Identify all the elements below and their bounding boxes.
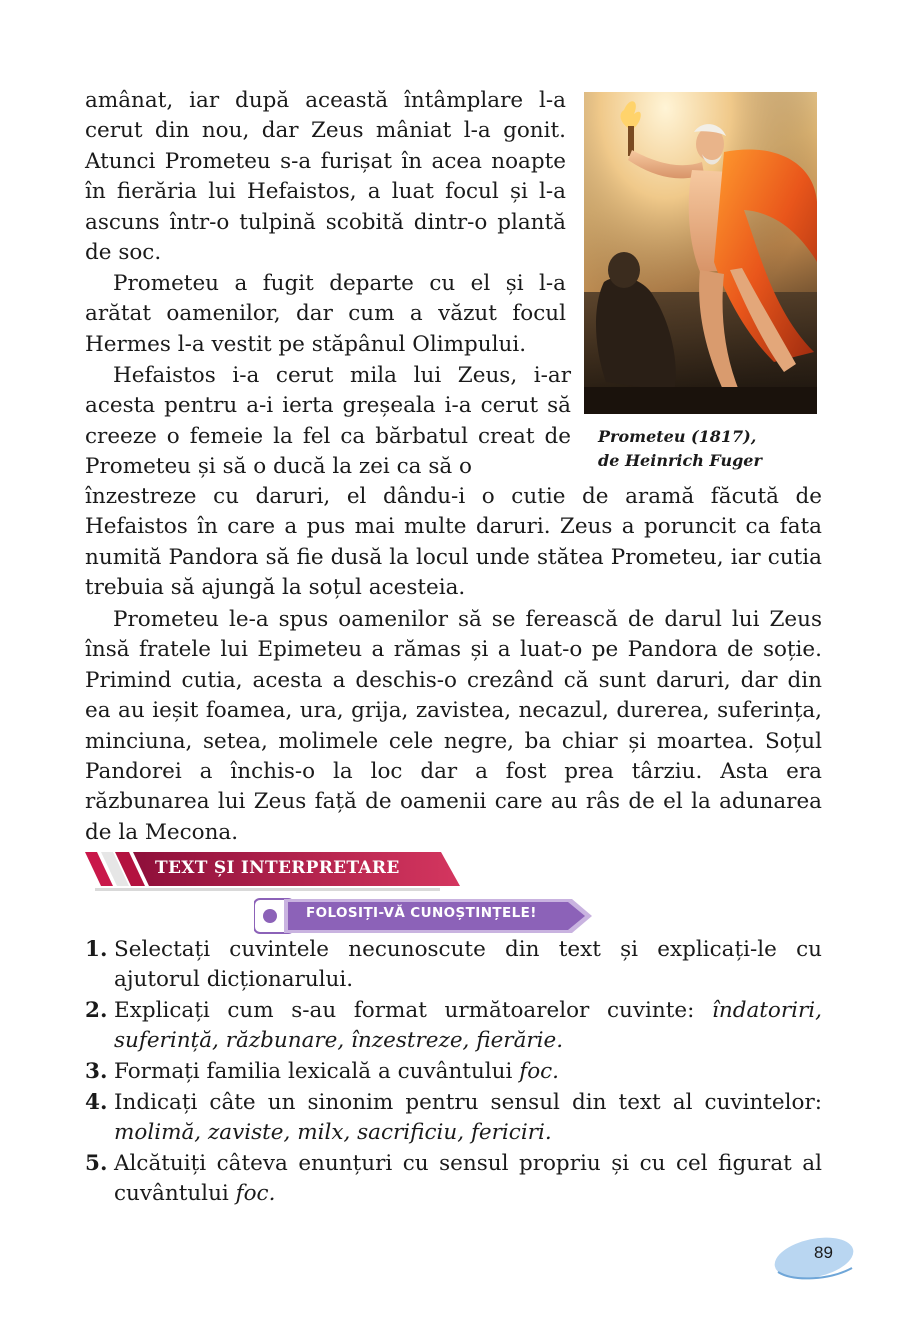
paragraph-3-start xyxy=(85,361,571,483)
caption-line-1: Prometeu (1817), xyxy=(598,427,757,446)
exercise-2 xyxy=(85,996,822,1057)
exercise-3 xyxy=(85,1057,822,1087)
exercise-number: 2. xyxy=(85,998,108,1023)
exercise-text: Selectați cuvintele necunoscute din text și explicați-le cu ajutorul dicționarului. xyxy=(114,937,822,993)
painting-art xyxy=(584,92,817,414)
exercise-text: Indicați câte un sinonim pentru sensul din text al cuvintelor: xyxy=(114,1090,822,1115)
exercise-italic-words: îndatoriri, suferință, răzbunare, înzestreze, fierărie. xyxy=(114,998,822,1054)
prometheus-painting xyxy=(584,92,817,414)
painting-caption xyxy=(598,425,828,473)
page-number: 89 xyxy=(814,1243,833,1262)
paragraph-4-text: Prometeu le-a spus oamenilor să se ferească de darul lui Zeus însă fratele lui Epimeteu a rămas și a luat-o pe Pandora de soție. Primind cutia, acesta a deschis-o crezând că sunt daruri, dar din ea au ieșit foamea, ura, grija, zavistea, necazul, durerea, suferința, minciuna, setea, molimele cele negre, ba chiar și moartea. Soțul Pandorei a închis-o la loc dar a fost prea târziu. Asta era răzbunarea lui Zeus față de oamenii care au râs de el la adunarea de la Mecona. xyxy=(85,607,822,845)
section-title: TEXT ȘI INTERPRETARE xyxy=(155,858,400,878)
exercise-number: 4. xyxy=(85,1090,108,1115)
exercise-text: Explicați cum s-au format următoarelor cuvinte: xyxy=(114,998,712,1023)
exercise-italic-words: foc. xyxy=(519,1059,560,1084)
paragraph-2-text: Prometeu a fugit departe cu el și l-a arătat oamenilor, dar cum a văzut focul Hermes l-a vestit pe stăpânul Olimpului. xyxy=(85,271,566,357)
exercise-text: Formați familia lexicală a cuvântului xyxy=(114,1059,520,1084)
paragraph-2 xyxy=(85,269,566,360)
subsection-title: FOLOSIȚI-VĂ CUNOȘTINȚELE! xyxy=(306,905,537,921)
exercise-italic-words: molimă, zaviste, milx, sacrificiu, fericiri. xyxy=(114,1120,552,1146)
exercise-4 xyxy=(85,1088,822,1149)
paragraph-1-text: amânat, iar după această întâmplare l-a cerut din nou, dar Zeus mâniat l-a gonit. Atunci Prometeu s-a furișat în acea noapte în fierăria lui Hefaistos, a luat focul și l-a ascuns într-o tulpină scobită dintr-o plantă de soc. xyxy=(85,88,566,266)
exercise-5 xyxy=(85,1149,822,1210)
exercise-text: Alcătuiți câteva enunțuri cu sensul propriu și cu cel figurat al cuvântului xyxy=(114,1151,822,1207)
exercise-number: 1. xyxy=(85,937,108,962)
exercise-1 xyxy=(85,935,822,996)
exercise-number: 5. xyxy=(85,1151,108,1176)
caption-line-2: de Heinrich Fuger xyxy=(598,451,762,470)
exercise-number: 3. xyxy=(85,1059,108,1084)
paragraph-1 xyxy=(85,86,566,268)
exercise-italic-words: foc. xyxy=(235,1181,276,1207)
paragraph-3-end xyxy=(85,482,822,604)
paragraph-3a-text: Hefaistos i-a cerut mila lui Zeus, i-ar acesta pentru a-i ierta greșeala i-a cerut să creeze o femeie la fel ca bărbatul creat de Prometeu și să o ducă la zei ca să o xyxy=(85,363,571,480)
paragraph-4 xyxy=(85,605,822,848)
paragraph-3b-text: înzestreze cu daruri, el dându-i o cutie de aramă făcută de Hefaistos în care a pus mai multe daruri. Zeus a poruncit ca fata numită Pandora să fie dusă la locul unde stătea Prometeu, iar cutia trebuia să ajungă la soțul acesteia. xyxy=(85,484,822,601)
